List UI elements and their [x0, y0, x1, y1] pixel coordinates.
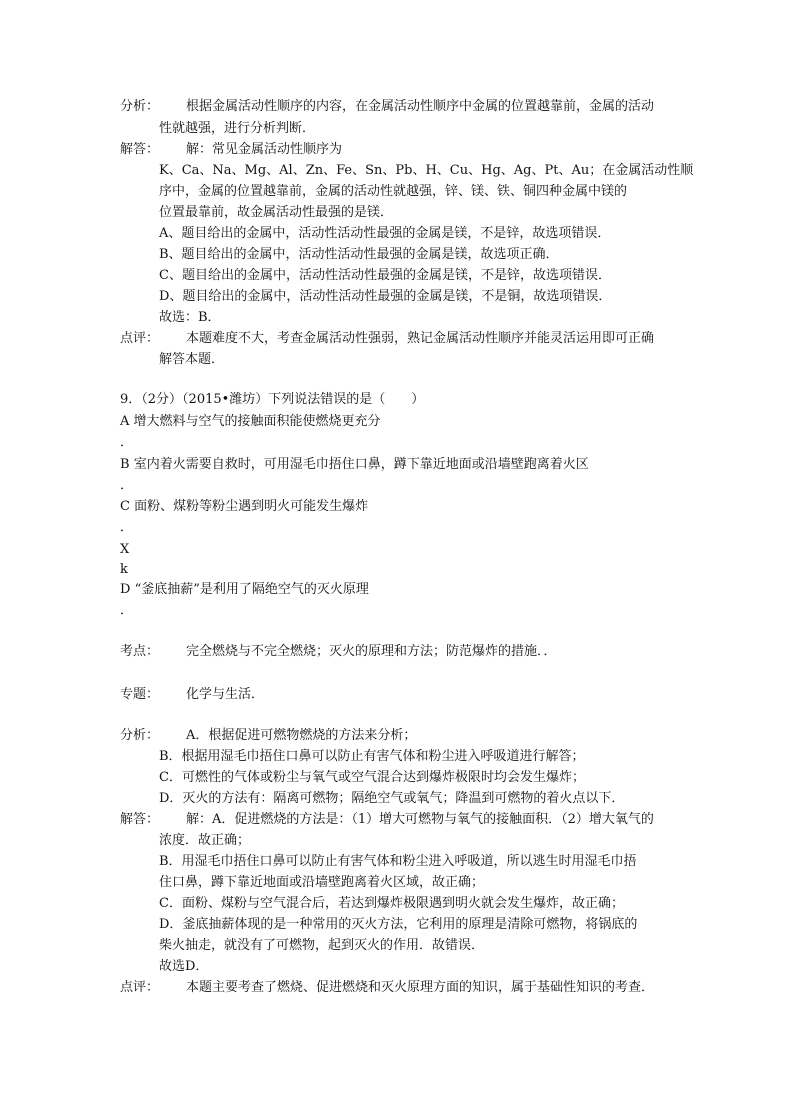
q9-option-b-dot: ．: [120, 478, 134, 493]
q9-option-c: [120, 498, 368, 516]
q8-solution-line-3: 序中，金属的位置越靠前，金属的活动性就越强，锌、镁、铁、铜四种金属中镁的: [159, 184, 628, 199]
q9-stray-k: k: [120, 562, 128, 577]
q8-comment-label: 点评：: [120, 331, 160, 346]
q8-analysis-line-1: 分析： 根据金属活动性顺序的内容，在金属活动性顺序中金属的位置越靠前，金属的活动: [120, 99, 655, 114]
q8-solution-line-7: C、题目给出的金属中，活动性活动性最强的金属是镁，不是锌，故选项错误．: [159, 268, 611, 283]
q8-solution-line-4: 位置最靠前，故金属活动性最强的是镁．: [159, 205, 394, 220]
q9-comment: 点评： 本题主要考查了燃烧、促进燃烧和灭火原理方面的知识，属于基础性知识的考查．: [120, 980, 655, 995]
q9-solution-line-7: 柴火抽走，就没有了可燃物，起到灭火的作用．故错误．: [159, 938, 485, 953]
q9-solution-line-8: 故选D．: [159, 959, 209, 974]
q8-solution-line-8: D、题目给出的金属中，活动性活动性最强的金属是镁，不是铜，故选项错误．: [159, 289, 612, 304]
q9-option-a-dot: ．: [120, 435, 134, 450]
q9-zhuanti-label: 专题：: [120, 687, 160, 702]
q9-zhuanti: 专题： 化学与生活．: [120, 687, 265, 702]
q9-solution-line-4: 住口鼻，蹲下靠近地面或沿墙壁跑离着火区域，故正确；: [159, 875, 485, 890]
q9-option-b: [120, 456, 589, 474]
option-letter: A: [120, 414, 130, 429]
q8-solution-line-6: B、题目给出的金属中，活动性活动性最强的金属是镁，故选项正确．: [159, 247, 559, 262]
q9-stray-x: X: [120, 542, 130, 557]
q9-analysis-line-1: 分析： A．根据促进可燃物燃烧的方法来分析；: [120, 728, 417, 743]
option-letter: D: [120, 582, 131, 597]
q8-analysis-label: 分析：: [120, 99, 160, 114]
option-text: “釜底抽薪”是利用了隔绝空气的灭火原理: [134, 582, 369, 597]
q9-solution-line-1: 解答： 解：A．促进燃烧的方法是：（1）增大可燃物与氧气的接触面积．（2）增大氧气的: [120, 812, 654, 827]
q8-solution-line-1: 解答： 解：常见金属活动性顺序为: [120, 142, 343, 157]
q9-solution-line-6: D．釜底抽薪体现的是一种常用的灭火方法，它利用的原理是清除可燃物，将锅底的: [159, 917, 638, 932]
option-letter: C: [120, 499, 130, 514]
q8-solution-line-9: 故选：B．: [159, 310, 221, 325]
q8-comment-line-1: 点评： 本题难度不大，考查金属活动性强弱，熟记金属活动性顺序并能灵活运用即可正确: [120, 331, 655, 346]
q9-analysis-label: 分析：: [120, 728, 160, 743]
option-text: 室内着火需要自救时，可用湿毛巾捂住口鼻，蹲下靠近地面或沿墙壁跑离着火区: [133, 457, 589, 472]
q8-solution-line-5: A、题目给出的金属中，活动性活动性最强的金属是镁，不是锌，故选项错误．: [159, 226, 611, 241]
q9-analysis-line-3: C．可燃性的气体或粉尘与氧气或空气混合达到爆炸极限时均会发生爆炸；: [159, 770, 585, 785]
q9-solution-label: 解答：: [120, 812, 160, 827]
q8-solution-line-2: K、Ca、Na、Mg、Al、Zn、Fe、Sn、Pb、H、Cu、Hg、Ag、Pt、Au；在金属活动性顺: [159, 163, 694, 178]
q9-option-a: [120, 413, 381, 431]
option-text: 增大燃料与空气的接触面积能使燃烧更充分: [133, 414, 381, 429]
q9-stem: 9．（2分）（2015•潍坊）下列说法错误的是（ ）: [120, 392, 425, 407]
q8-solution-label: 解答：: [120, 142, 160, 157]
q9-solution-line-5: C．面粉、煤粉与空气混合后，若达到爆炸极限遇到明火就会发生爆炸，故正确；: [159, 896, 624, 911]
q9-analysis-line-2: B．根据用湿毛巾捂住口鼻可以防止有害气体和粉尘进入呼吸道进行解答；: [159, 749, 585, 764]
q9-kaodian: 考点： 完全燃烧与不完全燃烧；灭火的原理和方法；防范爆炸的措施．．: [120, 644, 557, 659]
option-text: 面粉、煤粉等粉尘遇到明火可能发生爆炸: [134, 499, 369, 514]
q9-analysis-line-4: D．灭火的方法有：隔离可燃物；隔绝空气或氧气；降温到可燃物的着火点以下．: [159, 791, 625, 806]
q9-option-c-dot: ．: [120, 520, 134, 535]
q8-comment-line-2: 解答本题．: [159, 352, 225, 367]
q9-solution-line-2: 浓度．故正确；: [159, 833, 251, 848]
q9-option-d-dot: ．: [120, 603, 134, 618]
q8-analysis-line-2: 性就越强，进行分析判断．: [159, 121, 316, 136]
q9-option-d: [120, 581, 369, 599]
q9-solution-line-3: B．用湿毛巾捂住口鼻可以防止有害气体和粉尘进入呼吸道，所以逃生时用湿毛巾捂: [159, 854, 637, 869]
option-letter: B: [120, 457, 130, 472]
q9-comment-label: 点评：: [120, 980, 160, 995]
q9-kaodian-label: 考点：: [120, 644, 160, 659]
